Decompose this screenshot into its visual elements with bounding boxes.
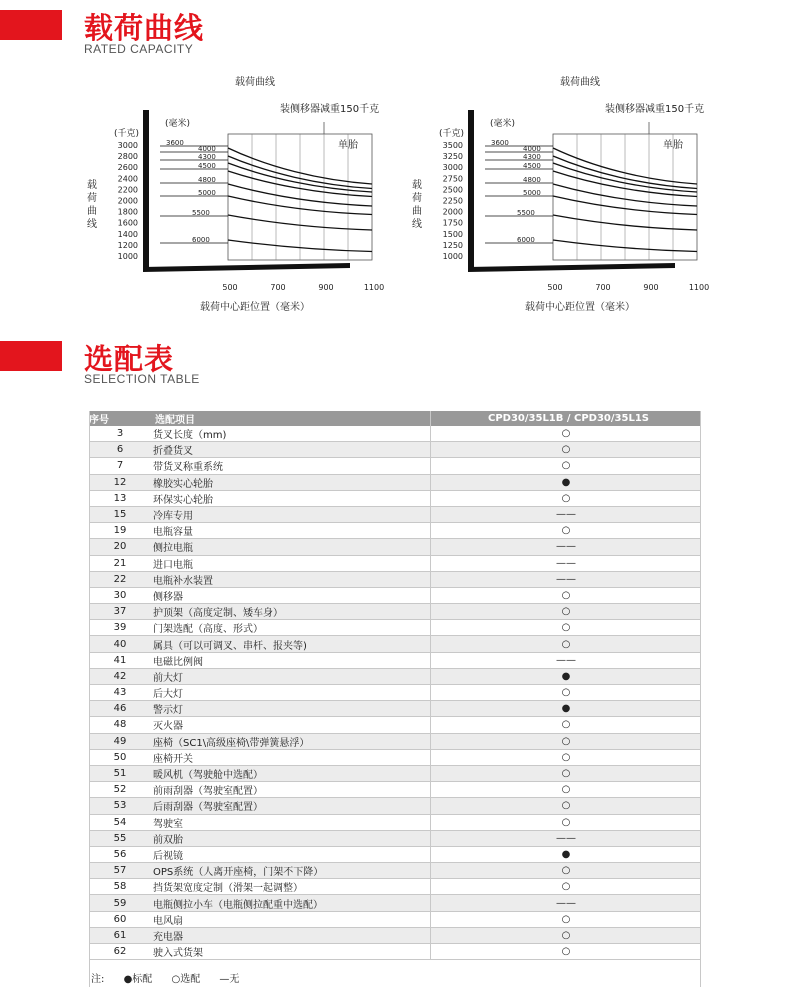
row-value: ○ [431, 685, 702, 701]
table-row [89, 636, 701, 652]
table-row [89, 830, 701, 846]
row-value: ○ [431, 490, 702, 506]
header-no: 序号 [89, 411, 151, 426]
section-title: 载荷曲线 [84, 11, 205, 45]
row-value: —— [431, 895, 702, 911]
row-item: 挡货架宽度定制（滑架一起调整） [151, 879, 431, 895]
table-row [89, 846, 701, 862]
row-item: 电磁比例阀 [151, 652, 431, 668]
row-value: ○ [431, 523, 702, 539]
table-row [89, 911, 701, 927]
row-value: —— [431, 571, 702, 587]
row-number: 51 [89, 765, 151, 781]
y-axis-label-char: 曲 [412, 206, 422, 217]
table-row [89, 863, 701, 879]
table-row [89, 426, 701, 442]
row-item: 暖风机（驾驶舱中选配） [151, 765, 431, 781]
row-item: 护顶架（高度定制、矮车身） [151, 604, 431, 620]
table-row [89, 701, 701, 717]
row-value: —— [431, 652, 702, 668]
row-number: 19 [89, 523, 151, 539]
row-number: 50 [89, 749, 151, 765]
row-value: —— [431, 830, 702, 846]
row-item: 橡胶实心轮胎 [151, 474, 431, 490]
row-item: 带货叉称重系统 [151, 458, 431, 474]
curve-label: 3600 [166, 139, 184, 147]
curve-label: 4500 [198, 162, 216, 170]
table-row [89, 685, 701, 701]
frame-bottom-bar [143, 263, 350, 272]
y-tick-label: 3500 [442, 141, 463, 150]
row-item: 座椅（SC1\高级座椅\带弹簧悬浮） [151, 733, 431, 749]
y-tick-label: 3000 [117, 141, 138, 150]
row-value: —— [431, 539, 702, 555]
row-number: 12 [89, 474, 151, 490]
row-item: 后大灯 [151, 685, 431, 701]
frame-bottom-bar [468, 263, 675, 272]
x-tick-label: 700 [270, 283, 286, 292]
row-number: 6 [89, 442, 151, 458]
chart-note: 装侧移器减重150千克 [280, 104, 380, 115]
row-item: 驾驶室 [151, 814, 431, 830]
row-item: 充电器 [151, 927, 431, 943]
row-number: 48 [89, 717, 151, 733]
legend-prefix: 注: [91, 974, 105, 985]
row-item: 座椅开关 [151, 749, 431, 765]
frame-left-bar [143, 110, 149, 267]
table-row [89, 733, 701, 749]
curve-label: 6000 [192, 236, 210, 244]
x-tick-label: 500 [222, 283, 238, 292]
row-number: 56 [89, 846, 151, 862]
table-row [89, 749, 701, 765]
y-tick-label: 1800 [117, 207, 138, 217]
tire-label: 单胎 [338, 140, 358, 151]
y-tick-label: 1600 [117, 218, 138, 228]
row-value: ○ [431, 782, 702, 798]
row-value: ● [431, 474, 702, 490]
row-number: 58 [89, 879, 151, 895]
legend-standard: ●标配 [123, 974, 153, 985]
row-number: 59 [89, 895, 151, 911]
table-row [89, 442, 701, 458]
y-tick-label: 2250 [442, 196, 463, 206]
row-number: 49 [89, 733, 151, 749]
row-number: 57 [89, 863, 151, 879]
x-axis-label: 载荷中心距位置（毫米） [525, 302, 635, 313]
y-axis-label-char: 荷 [87, 193, 97, 204]
row-number: 42 [89, 668, 151, 684]
table-row [89, 604, 701, 620]
table-row [89, 571, 701, 587]
row-number: 54 [89, 814, 151, 830]
header-item: 选配项目 [151, 411, 431, 426]
row-value: ○ [431, 814, 702, 830]
y-tick-label: 2500 [442, 185, 463, 195]
y-tick-label: 1500 [442, 229, 463, 239]
table-row [89, 490, 701, 506]
row-value: ○ [431, 944, 702, 960]
chart-note: 装侧移器减重150千克 [605, 104, 705, 115]
row-value: ○ [431, 749, 702, 765]
table-row [89, 668, 701, 684]
row-item: 电风扇 [151, 911, 431, 927]
table-row [89, 587, 701, 603]
row-number: 43 [89, 685, 151, 701]
curve-label: 4800 [523, 176, 541, 184]
row-value: ○ [431, 604, 702, 620]
row-item: 电瓶容量 [151, 523, 431, 539]
table-row [89, 895, 701, 911]
row-number: 15 [89, 506, 151, 522]
row-value: —— [431, 506, 702, 522]
row-item: 前大灯 [151, 668, 431, 684]
row-item: 驶入式货架 [151, 944, 431, 960]
row-value: ○ [431, 587, 702, 603]
row-number: 46 [89, 701, 151, 717]
unit-kg-label: (千克) [439, 129, 465, 139]
curve-label: 3600 [491, 139, 509, 147]
row-value: ○ [431, 863, 702, 879]
row-item: 侧移器 [151, 587, 431, 603]
row-value: ○ [431, 620, 702, 636]
legend-optional: ○选配 [171, 974, 201, 985]
table-row [89, 879, 701, 895]
y-tick-label: 1750 [442, 218, 463, 228]
curve-label: 6000 [517, 236, 535, 244]
table-row [89, 523, 701, 539]
table-row [89, 765, 701, 781]
table-row [89, 555, 701, 571]
unit-mm-label: (毫米) [490, 119, 516, 129]
row-value: ○ [431, 458, 702, 474]
x-tick-label: 1100 [363, 283, 385, 292]
y-tick-label: 1000 [117, 252, 138, 261]
unit-mm-label: (毫米) [165, 119, 191, 129]
x-tick-label: 1100 [688, 283, 710, 292]
row-item: 电瓶侧拉小车（电瓶侧拉配重中选配） [151, 895, 431, 911]
section-accent-bar [0, 341, 62, 371]
row-value: ● [431, 846, 702, 862]
row-number: 61 [89, 927, 151, 943]
row-number: 55 [89, 830, 151, 846]
x-tick-label: 500 [547, 283, 563, 292]
y-tick-label: 3000 [442, 163, 463, 173]
row-number: 37 [89, 604, 151, 620]
curve-label: 5500 [192, 209, 210, 217]
row-item: 灭火器 [151, 717, 431, 733]
y-axis-label-char: 荷 [412, 193, 422, 204]
y-tick-label: 1200 [117, 240, 138, 250]
row-item: 电瓶补水装置 [151, 571, 431, 587]
y-axis-label-char: 载 [412, 180, 422, 191]
row-item: 后视镜 [151, 846, 431, 862]
row-value: ○ [431, 636, 702, 652]
table-row [89, 782, 701, 798]
row-number: 40 [89, 636, 151, 652]
y-tick-label: 2600 [117, 163, 138, 173]
curve-label: 4000 [523, 145, 541, 153]
y-tick-label: 3250 [442, 152, 463, 162]
row-item: 后雨刮器（驾驶室配置） [151, 798, 431, 814]
row-number: 7 [89, 458, 151, 474]
row-value: ○ [431, 426, 702, 442]
row-value: ● [431, 701, 702, 717]
row-item: 侧拉电瓶 [151, 539, 431, 555]
row-value: ○ [431, 717, 702, 733]
row-item: 前双胎 [151, 830, 431, 846]
curve-label: 4500 [523, 162, 541, 170]
row-number: 30 [89, 587, 151, 603]
row-item: 前雨刮器（驾驶室配置） [151, 782, 431, 798]
y-tick-label: 1250 [442, 240, 463, 250]
table-row [89, 652, 701, 668]
y-axis-label-char: 线 [412, 219, 422, 230]
y-tick-label: 1400 [117, 229, 138, 239]
table-legend [91, 970, 255, 985]
row-item: OPS系统（人离开座椅，门架不下降） [151, 863, 431, 879]
row-value: —— [431, 555, 702, 571]
y-tick-label: 2800 [117, 152, 138, 162]
row-value: ○ [431, 911, 702, 927]
table-row [89, 717, 701, 733]
row-number: 52 [89, 782, 151, 798]
row-number: 21 [89, 555, 151, 571]
section-subtitle: RATED CAPACITY [84, 42, 194, 56]
curve-label: 4300 [198, 153, 216, 161]
row-item: 冷库专用 [151, 506, 431, 522]
row-number: 41 [89, 652, 151, 668]
row-item: 环保实心轮胎 [151, 490, 431, 506]
row-number: 20 [89, 539, 151, 555]
y-axis-label-char: 线 [87, 219, 97, 230]
table-row [89, 474, 701, 490]
section-subtitle: SELECTION TABLE [84, 372, 200, 386]
table-row [89, 539, 701, 555]
x-axis-label: 载荷中心距位置（毫米） [200, 302, 310, 313]
curve-label: 5000 [198, 189, 216, 197]
section-accent-bar [0, 10, 62, 40]
curve-label: 4800 [198, 176, 216, 184]
legend-none: —无 [219, 974, 240, 985]
row-item: 折叠货叉 [151, 442, 431, 458]
tire-label: 单胎 [663, 140, 683, 151]
table-row [89, 798, 701, 814]
y-axis-label-char: 载 [87, 180, 97, 191]
frame-left-bar [468, 110, 474, 267]
y-tick-label: 1000 [442, 252, 463, 261]
row-value: ○ [431, 442, 702, 458]
row-number: 60 [89, 911, 151, 927]
table-row [89, 927, 701, 943]
row-item: 属具（可以可调叉、串杆、报夹等) [151, 636, 431, 652]
curve-label: 5500 [517, 209, 535, 217]
section-title: 选配表 [84, 342, 175, 376]
table-row [89, 814, 701, 830]
row-number: 53 [89, 798, 151, 814]
row-item: 门架选配（高度、形式） [151, 620, 431, 636]
load-chart-right [405, 70, 715, 320]
row-value: ○ [431, 765, 702, 781]
load-chart-left [80, 70, 390, 320]
row-item: 警示灯 [151, 701, 431, 717]
curve-label: 4000 [198, 145, 216, 153]
row-item: 货叉长度（mm) [151, 426, 431, 442]
row-value: ○ [431, 879, 702, 895]
row-value: ● [431, 668, 702, 684]
row-number: 22 [89, 571, 151, 587]
curve-label: 5000 [523, 189, 541, 197]
table-row [89, 506, 701, 522]
row-value: ○ [431, 798, 702, 814]
y-tick-label: 2000 [442, 207, 463, 217]
row-number: 62 [89, 944, 151, 960]
row-number: 13 [89, 490, 151, 506]
x-tick-label: 900 [643, 283, 659, 292]
table-row [89, 458, 701, 474]
x-tick-label: 700 [595, 283, 611, 292]
chart-title: 载荷曲线 [560, 77, 600, 88]
y-tick-label: 2400 [117, 174, 138, 184]
x-tick-label: 900 [318, 283, 334, 292]
selection-table [89, 411, 701, 960]
table-row [89, 620, 701, 636]
y-tick-label: 2000 [117, 196, 138, 206]
table-header-row [89, 411, 701, 426]
y-axis-label-char: 曲 [87, 206, 97, 217]
row-number: 39 [89, 620, 151, 636]
row-item: 进口电瓶 [151, 555, 431, 571]
curve-label: 4300 [523, 153, 541, 161]
header-model: CPD30/35L1B / CPD30/35L1S [431, 411, 702, 426]
y-tick-label: 2750 [442, 174, 463, 184]
row-value: ○ [431, 927, 702, 943]
chart-title: 载荷曲线 [235, 77, 275, 88]
y-tick-label: 2200 [117, 185, 138, 195]
table-row [89, 944, 701, 960]
row-number: 3 [89, 426, 151, 442]
unit-kg-label: (千克) [114, 129, 140, 139]
row-value: ○ [431, 733, 702, 749]
